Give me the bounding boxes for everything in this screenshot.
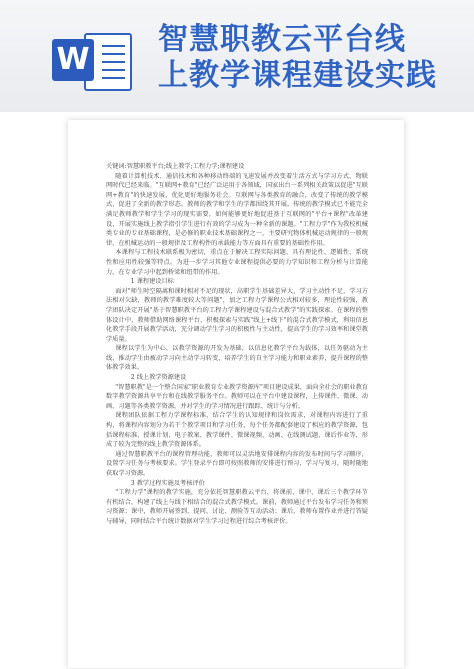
paragraph: 通过智慧职教平台的课程管理功能，教师可以灵活地安排课程内容的发布时间与学习顺序，设置学习任务与考核要求。学生登录平台即可按照教师的安排进行预习、学习与复习，随时随地获取学习资源。 <box>106 450 368 477</box>
keywords: 关键词:智慧职教平台;线上教学;工程力学;课程建设 <box>106 163 245 170</box>
paragraph: 本课程与工程技术联系极为密切，重点在于解决工程实际问题，具有理论性、逻辑性、系统性和应用性较强等特点。为进一步学习其他专业课程提供必要的力学知识和工程分析与计算能力，在专业学习中起到桥梁和纽带的作用。 <box>106 249 368 276</box>
paragraph: "工程力学"课程的教学实施，充分依托智慧职教云平台，将课前、课中、课后三个教学环节有机结合，构建了线上与线下相结合的混合式教学模式。课前，教师通过平台发布学习任务和预习资源；课中，教师开展签到、提问、讨论、测验等互动活动；课后，教师布置作业并进行答疑与辅导，同时结合平台统计数据对学生学习过程进行综合考核评价。 <box>106 489 368 525</box>
word-logo-letter: W <box>52 39 94 81</box>
section-heading: 3 教学过程实施及考核评价 <box>130 479 205 487</box>
document-page <box>68 120 404 668</box>
word-document-icon <box>52 30 132 90</box>
header-banner <box>0 0 474 112</box>
section-heading: 2 线上教学资源建设 <box>130 374 187 382</box>
paragraph: "智慧职教"是一个整合国家"职业教育专业教学资源库"项目建设成果，面向全社会的职业教育数字教学资源共享平台和在线教学服务平台。教师可以在平台中建设课程，上传课件、微课、动画、习题等各类教学资源，并对学生的学习情况进行跟踪、统计与分析。 <box>106 383 368 410</box>
paragraph: 课程以学生为中心，以教学资源的开发为基础，以信息化教学平台为载体，以任务驱动为主线，推动学生由被动学习向主动学习转变，培养学生的自主学习能力和职业素养，提升课程的整体教学效果。 <box>106 345 368 372</box>
title-line-2: 上教学课程建设实践 <box>158 58 437 93</box>
title-line-1: 智慧职教云平台线 <box>158 22 406 57</box>
paragraph: 课程团队依据工程力学课程标准，结合学生的认知规律和岗位需求，对课程内容进行了重构，将课程内容划分为若干个教学项目和学习任务，每个任务都配套建设了相应的教学资源，包括课程标准、授课计划、电子教案、教学课件、微课视频、动画、在线测试题、课后作业等，形成了较为完整的线上教学资源体系。 <box>106 412 368 449</box>
section-heading: 1 课程建设目标 <box>130 278 174 286</box>
paragraph: 随着计算机技术、通信技术和各种移动终端的飞速发展并改变着生活方式与学习方式，物联网时代已经来临。"互联网+教育"已经广泛运用于各领域，国家出台一系列相关政策以促进"互联网+教育"的快速发展，优化更好地服务社会。互联网与各类教育的融合，改变了传统的教学模式，促进了全新的教学形态。教师的教学和学生的学都围绕其开展。传统的教学模式已不能完全满足教师教学和学生学习的现实需要，如何能够更好地促进基于互联网的"平台+课程"改革建设，开展实施线上教学指引学生进行有效的学习成为一种全新的课题。"工程力学"作为我校机械类专业的专业基础课程，是必修的职业技术基础课程之一，主要研究物体机械运动规律的一般规律，在机械运动的一般规律及工程构件的承载能力等方面具有重要的基础性作用。 <box>106 172 368 247</box>
document-body <box>106 162 368 527</box>
page-title <box>158 22 458 94</box>
paragraph: 面对"师生时空隔离和课时相对不足的现状，高职学生基础差异大，学习主动性不足，学习方法相对欠缺，教师的教学难度较大等问题"，加之工程力学课程公式相对较多，理论性较强，教学团队决定开展"基于智慧职教平台的工程力学课程建设与混合式教学"的实践探索。在课程的整体设计中，教师借助网络课程平台，积极探索与实践"线上+线下"的混合式教学模式，利用信息化教学手段开展教学活动，充分调动学生学习的积极性与主动性，提高学生的学习效率和课堂教学质量。 <box>106 287 368 343</box>
